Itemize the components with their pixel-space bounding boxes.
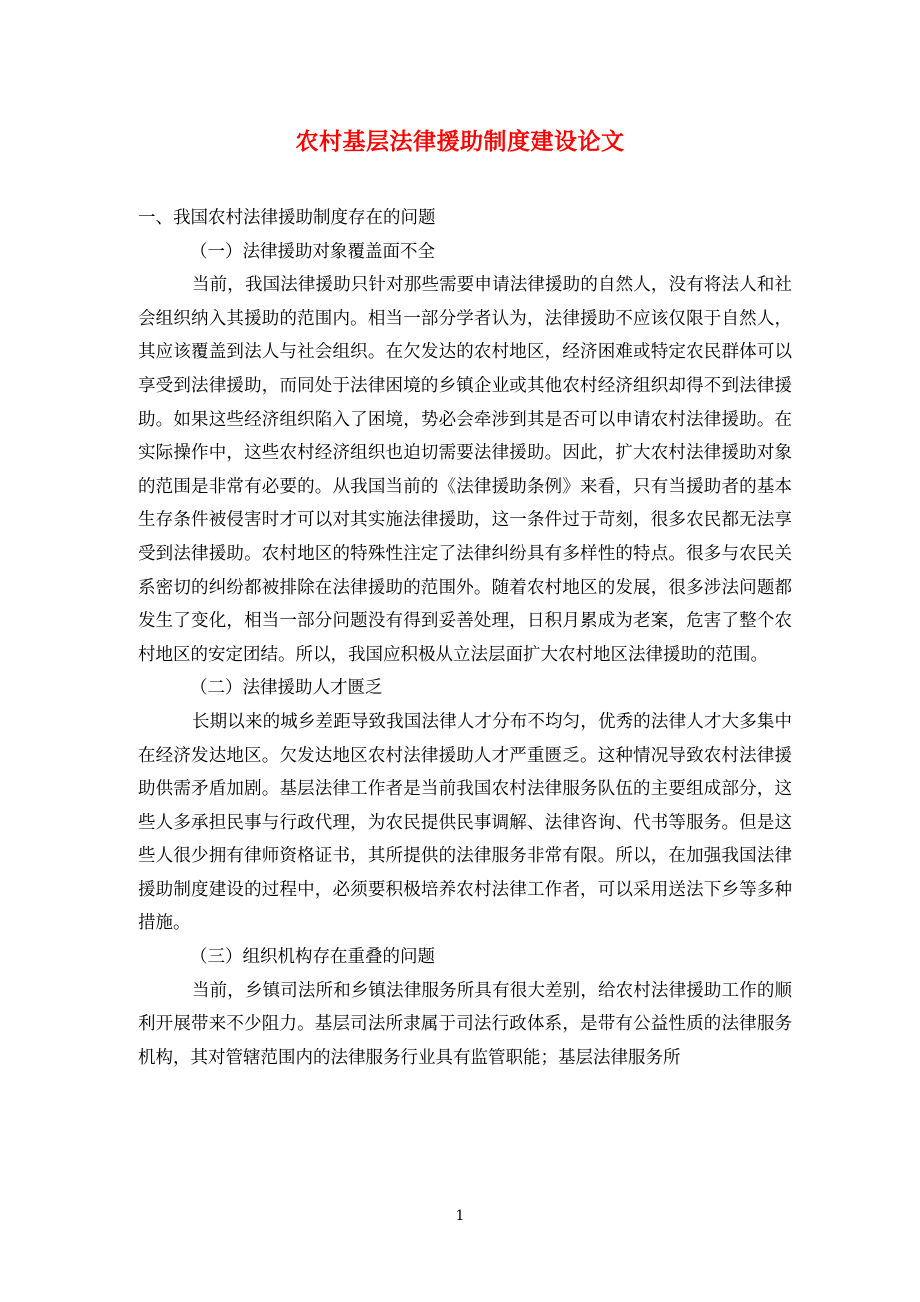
page-number: 1: [455, 1208, 465, 1224]
subsection-heading-2: （二）法律援助人才匮乏: [190, 678, 383, 699]
document-title: 农村基层法律援助制度建设论文: [295, 128, 625, 155]
subsection-heading-1: （一）法律援助对象覆盖面不全: [190, 241, 435, 262]
subsection-heading-3: （三）组织机构存在重叠的问题: [190, 947, 435, 968]
paragraph-3: 当前，乡镇司法所和乡镇法律服务所具有很大差别，给农村法律援助工作的顺利开展带来不少阻力。基层司法所隶属于司法行政体系，是带有公益性质的法律服务机构，其对管辖范围内的法律服务行业具有监管职能；基层法律服务所: [138, 980, 792, 1068]
paragraph-1: 当前，我国法律援助只针对那些需要申请法律援助的自然人，没有将法人和社会组织纳入其援助的范围内。相当一部分学者认为，法律援助不应该仅限于自然人，其应该覆盖到法人与社会组织。在欠发达的农村地区，经济困难或特定农民群体可以享受到法律援助，而同处于法律困境的乡镇企业或其他农村经济组织却得不到法律援助。如果这些经济组织陷入了困境，势必会牵涉到其是否可以申请农村法律援助。在实际操作中，这些农村经济组织也迫切需要法律援助。因此，扩大农村法律援助对象的范围是非常有必要的。从我国当前的《法律援助条例》来看，只有当援助者的基本生存条件被侵害时才可以对其实施法律援助，这一条件过于苛刻，很多农民都无法享受到法律援助。农村地区的特殊性注定了法律纠纷具有多样性的特点。很多与农民关系密切的纠纷都被排除在法律援助的范围外。随着农村地区的发展，很多涉法问题都发生了变化，相当一部分问题没有得到妥善处理，日积月累成为老案，危害了整个农村地区的安定团结。所以，我国应积极从立法层面扩大农村地区法律援助的范围。: [138, 275, 792, 665]
section-heading: 一、我国农村法律援助制度存在的问题: [138, 208, 436, 228]
paragraph-2: 长期以来的城乡差距导致我国法律人才分布不均匀，优秀的法律人才大多集中在经济发达地区。欠发达地区农村法律援助人才严重匮乏。这种情况导致农村法律援助供需矛盾加剧。基层法律工作者是当前我国农村法律服务队伍的主要组成部分，这些人多承担民事与行政代理，为农民提供民事调解、法律咨询、代书等服务。但是这些人很少拥有律师资格证书，其所提供的法律服务非常有限。所以，在加强我国法律援助制度建设的过程中，必须要积极培养农村法律工作者，可以采用送法下乡等多种措施。: [138, 711, 792, 934]
document-body: [138, 202, 792, 1075]
